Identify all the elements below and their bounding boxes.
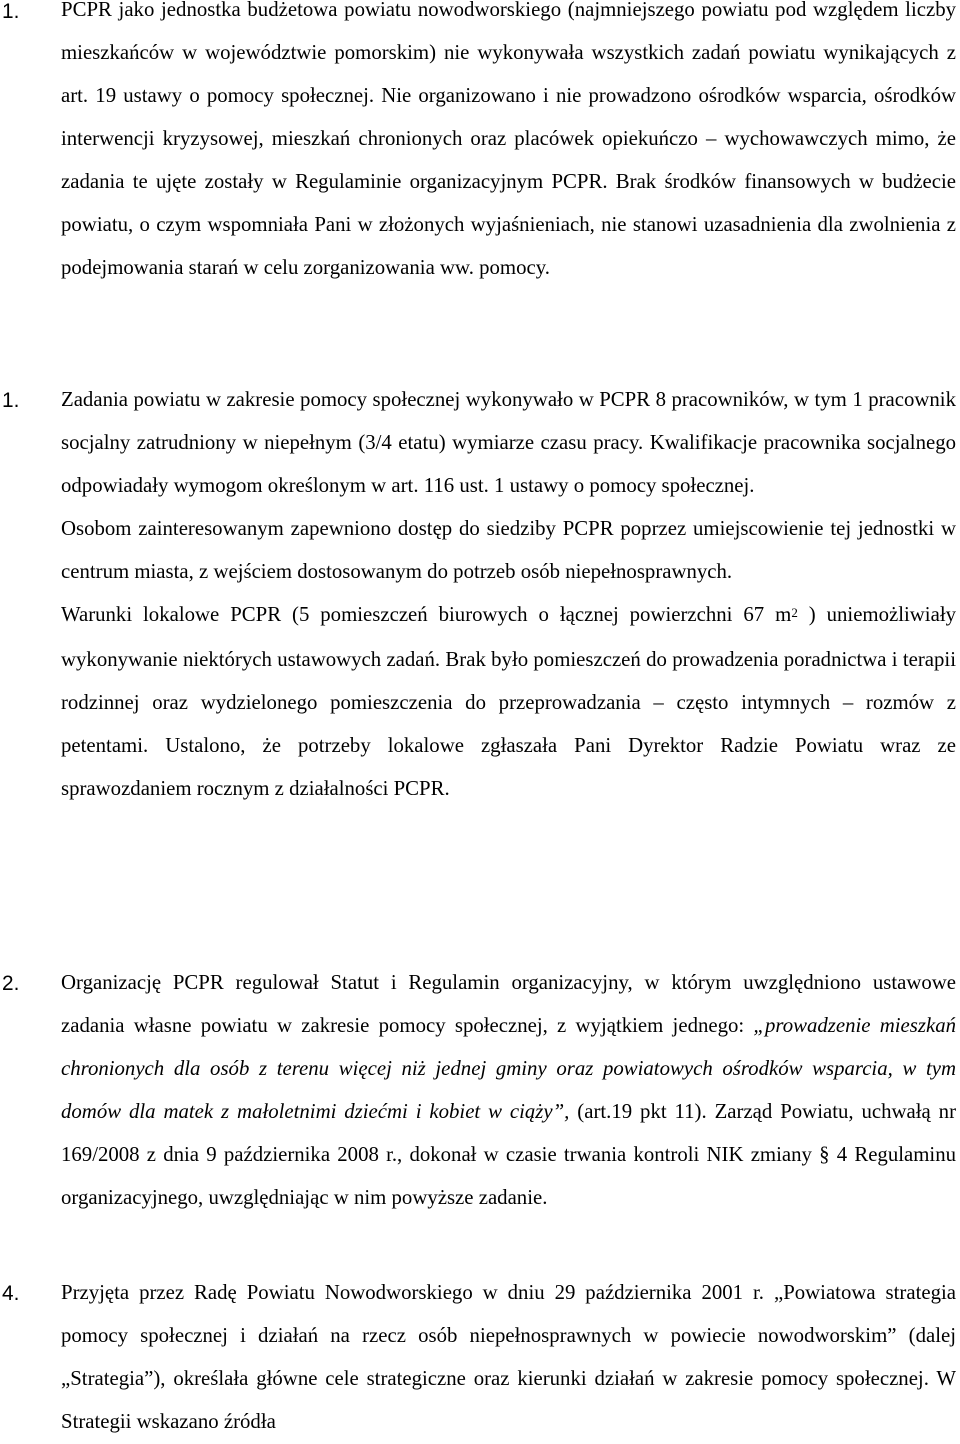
quoted-text: „prowadzenie mieszkań chronionych dla osób z terenu więcej niż jednej gminy oraz powiatowych ośrodków wsparcia, w tym domów dla matek z małoletnimi dziećmi i kobiet w ciąży”, [61,1013,956,1123]
superscript: 2 [791,604,798,620]
paragraph-block [61,379,956,811]
text-run: Organizację PCPR regulował Statut i Regulamin organizacyjny, w którym uwzględniono ustawowe zadania własne powiatu w zakresie pomocy społecznej, z wyjątkiem jednego: [61,971,956,1037]
text-run: (art.19 pkt 11). Zarząd Powiatu, uchwałą nr 169/2008 z dnia 9 października 2008 r., dokonał w czasie trwania kontroli NIK zmiany § 4 Regulaminu organizacyjnego, uwzględniając w nim powyższe zadanie. [61,1099,956,1209]
paragraph [61,962,956,1220]
list-number: 1. [2,389,20,412]
text-run: ) uniemożliwiały wykonywanie niektórych ustawowych zadań. Brak było pomieszczeń do prowadzenia poradnictwa i terapii rodzinnej oraz wydzielonego pomieszczenia do przeprowadzania – często intymnych – rozmów z petentami. Ustalono, że potrzeby lokalowe zgłaszała Pani Dyrektor Radzie Powiatu wraz ze sprawozdaniem rocznym z działalności PCPR. [61,602,956,800]
paragraph [61,594,956,811]
paragraph-block [61,1272,956,1444]
paragraph: Zadania powiatu w zakresie pomocy społecznej wykonywało w PCPR 8 pracowników, w tym 1 pracownik socjalny zatrudniony w niepełnym (3/4 etatu) wymiarze czasu pracy. Kwalifikacje pracownika socjalnego odpowiadały wymogom określonym w art. 116 ust. 1 ustawy o pomocy społecznej. [61,388,956,497]
list-number: 2. [2,972,20,995]
paragraph: Osobom zainteresowanym zapewniono dostęp do siedziby PCPR poprzez umiejscowienie tej jednostki w centrum miasta, z wejściem dostosowanym do potrzeb osób niepełnosprawnych. [61,516,956,583]
paragraph-block [61,962,956,1220]
list-number: 1. [2,0,20,23]
paragraph: PCPR jako jednostka budżetowa powiatu nowodworskiego (najmniejszego powiatu pod względem liczby mieszkańców w województwie pomorskim) nie wykonywała wszystkich zadań powiatu wynikających z art. 19 ustawy o pomocy społecznej. Nie organizowano i nie prowadzono ośrodków wsparcia, ośrodków interwencji kryzysowej, mieszkań chronionych oraz placówek opiekuńczo – wychowawczych mimo, że zadania te ujęte zostały w Regulaminie organizacyjnym PCPR. Brak środków finansowych w budżecie powiatu, o czym wspomniała Pani w złożonych wyjaśnieniach, nie stanowi uzasadnienia dla zwolnienia z podejmowania starań w celu zorganizowania ww. pomocy. [61,0,956,279]
paragraph-block [61,0,956,290]
list-number: 4. [2,1282,20,1305]
text-run: Warunki lokalowe PCPR (5 pomieszczeń biurowych o łącznej powierzchni 67 m [61,602,792,626]
paragraph: Przyjęta przez Radę Powiatu Nowodworskiego w dniu 29 października 2001 r. „Powiatowa strategia pomocy społecznej i działań na rzecz osób niepełnosprawnych w powiecie nowodworskim” (dalej „Strategia”), określała główne cele strategiczne oraz kierunki działań w zakresie pomocy społecznej. W Strategii wskazano źródła [61,1281,956,1433]
